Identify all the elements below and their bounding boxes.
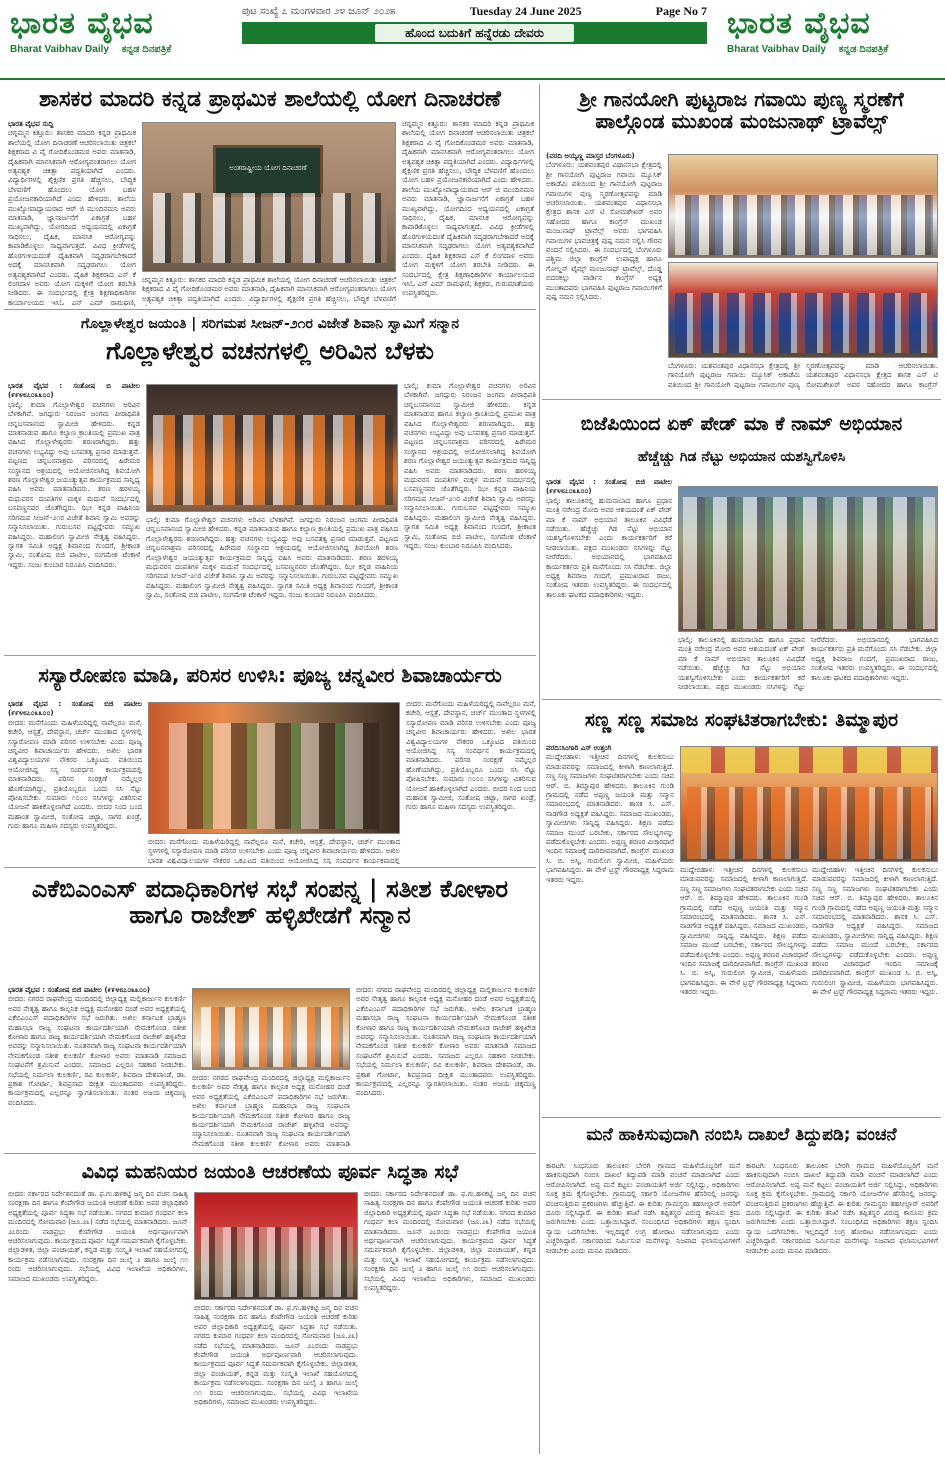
slogan: ಹೊಂದ ಬದುಕಿಗೆ ಹನ್ನೆರಡು ದೇವರು: [375, 24, 574, 42]
article-photo-bottom: [668, 262, 938, 358]
headline: ವಿವಿಧ ಮಹನಿಯರ ಜಯಂತಿ ಆಚರಣೆಯ ಪೂರ್ವ ಸಿದ್ಧತಾ ಸಭೆ: [81, 1161, 459, 1183]
headline: ಬಿಜೆಪಿಯಿಂದ ಏಕ್ ಪೇಡ್ ಮಾ ಕೆ ನಾಮ್ ಅಭಿಯಾನ: [580, 413, 903, 435]
article-photo: [194, 1192, 358, 1300]
article-body: ಬೀದರ: ಸರ್ಕಾರದ ನಿರ್ದೇಶನದಂತೆ ಡಾ. ಫ.ಗು.ಹಳಕಟ್ಟಿ ಜನ್ಮ ದಿನ ವಚನ ಸಾಹಿತ್ಯ ಸಂರಕ್ಷಣಾ ದಿನ ಹಾಗೂ ಕೆಂಪೇಗೌಡ ಜಯಂತಿ ಆಚರಣೆ ಕುರಿತು ಅಪರ ಜಿಲ್ಲಾಧಿಕಾರಿ ಅಧ್ಯಕ್ಷತೆಯಲ್ಲಿ ಪೂರ್ವ ಸಿದ್ಧತಾ ಸಭೆ ನಡೆಯಿತು. ನಗರದ ಕುಮಾರ ಗಂಧರ್ವ ಕಲಾ ಮಂದಿರದಲ್ಲಿ ಸೋಮವಾರ (ಜೂ.೨೩) ನಡೆದ ಸಭೆಯಲ್ಲಿ ಮಾತನಾಡಿದರು. ಜೂನ್ ೨೭ರಂದು ನಾಡಪ್ರಭು ಕೆಂಪೇಗೌಡ ಜಯಂತಿ ಅರ್ಥಪೂರ್ಣವಾಗಿ ಆಚರಿಸಲಾಗುವುದು. ಕಾರ್ಯಕ್ರಮದ ಪೂರ್ವ ಸಿದ್ಧತೆ ಸಮರ್ಪಕವಾಗಿ ಕೈಗೊಳ್ಳಬೇಕು. ಜಿಲ್ಲಾಡಳಿತ, ಜಿಲ್ಲಾ ಪಂಚಾಯತ್, ಕನ್ನಡ ಮತ್ತು ಸಂಸ್ಕೃತಿ ಇಲಾಖೆ ಸಹಯೋಗದಲ್ಲಿ ಕಾರ್ಯಕ್ರಮ ನಡೆಸಲಾಗುವುದು. ಸಂರಕ್ಷಣಾ ದಿನ ಜುಲೈ ೨ ಹಾಗೂ ಜುಲೈ ೧೧ ರಂದು ಆಚರಿಸಲಾಗುವುದು. ಸಭೆಯಲ್ಲಿ ವಿವಿಧ ಇಲಾಖೆಯ ಅಧಿಕಾರಿಗಳು, ಸಮಾಜದ ಮುಖಂಡರು ಉಪಸ್ಥಿತರಿದ್ದರು.: [8, 1190, 188, 1283]
article-body-cont: ಬೀದರ: ನಗರದ ರಾಘವೇಂದ್ರ ಮಂದಿರದಲ್ಲಿ ಜಿಲ್ಲಾಧ್ಯಕ್ಷ ಮಲ್ಲಿಕಾರ್ಜುನ ಕುಲಕರ್ಣಿ ಅವರ ನೇತೃತ್ವ ಹಾಗೂ ಕಾಲ್ಪನಿಕ ಅಧ್ಯಕ್ಷ ಮನೋಹರ ದಂಡೆ ಅವರ ಅಧ್ಯಕ್ಷತೆಯಲ್ಲಿ ಎಕೆಬಿಎಂಎಸ್ ಪದಾಧಿಕಾರಿಗಳ ಸಭೆ ಜರುಗಿತು. ಅಖಿಲ ಕರ್ನಾಟಕ ಬ್ರಾಹ್ಮಣ ಮಹಾಸಭಾ ರಾಜ್ಯ ಸಂಘಟನಾ ಕಾರ್ಯದರ್ಶಿಯಾಗಿ ನೇಮಕಗೊಂಡ ಸತೀಶ ಕೋಳಾರ ಹಾಗೂ ರಾಜ್ಯ ಕಾರ್ಯದರ್ಶಿಯಾಗಿ ನೇಮಕಗೊಂಡ ರಾಜೇಶ್ ಹಳ್ಳಿಖೇಡ ಅವರನ್ನು ಸನ್ಮಾನಿಸಲಾಯಿತು. ನೂತನವಾಗಿ ರಾಜ್ಯ ಸಂಘಟನಾ ಕಾರ್ಯದರ್ಶಿಯಾಗಿ ನೇಮಕಗೊಂಡ ಸತೀಶ ಕುಲಕರ್ಣಿ ಕೋಳಾರ ಅವರು ಮಾತನಾಡಿ ಸಮಾಜದ ಸಂಘಟನೆಗೆ ಶ್ರಮಿಸುವೆ ಎಂದರು. ಸಮಾಜದ ಎಲ್ಲರೂ ಸಹಕಾರ ನೀಡಬೇಕು. ಸಭೆಯಲ್ಲಿ ನಿರ್ಮಲಾ ಕುಲಕರ್ಣಿ, ರವಿ ಕುಲಕರ್ಣಿ, ಶಿವರಾಜ ದೇಶಪಾಂಡೆ, ಡಾ. ಪ್ರಕಾಶ ಗೋರ್ಟಾ, ಶಿವಪ್ರಸಾದ ದೀಕ್ಷಿತ ಮುಂತಾದವರು ಉಪಸ್ಥಿತರಿದ್ದರು. ಕಾರ್ಯಕ್ರಮದಲ್ಲಿ ಎಲ್ಲರನ್ನೂ ಸ್ವಾಗತಿಸಲಾಯಿತು. ನಂತರ ಅಜಯ ಚಿಕ್ಕಮಣ್ಣ ವಂದಿಸಿದರು.: [356, 986, 536, 1098]
headline: ಮನೆ ಹಾಕಿಸುವುದಾಗಿ ನಂಬಿಸಿ ದಾಖಲೆ ತಿದ್ದುಪಡಿ; ವಂಚನೆ: [586, 1125, 897, 1145]
people-figures: [675, 293, 933, 353]
column-divider: [539, 84, 540, 1454]
article-photo: [142, 122, 396, 272]
article-body-cont: ಚನ್ನಮ್ಮನ ಕಿತ್ತೂರು: ಶಾಸಕರ ಮಾದರಿ ಕನ್ನಡ ಪ್ರಾಥಮಿಕ ಶಾಲೆಯಲ್ಲಿ ಯೋಗ ದಿನಾಚರಣೆ ಆಚರಿಸಲಾಯಿತು ಚಿತ್ರಕಲೆ ಶಿಕ್ಷಕರಾದ ವಿ ವೈ ಗೋದಿಕೊಂಡಮಠ ಅವರು ಮಾತನಾಡಿ, ದೈಹಿಕವಾಗಿ ಮಾನಸಿಕವಾಗಿ ಆರೋಗ್ಯವಂತರಾಗಲು ಯೋಗ ಅತ್ಯವಶ್ಯಕ ಚಿಕಿತ್ಸಾ ಪದ್ಧತಿಯಾಗಿದೆ ಎಂದರು. ವಿದ್ಯಾರ್ಥಿಗಳಲ್ಲಿ ಶೈಕ್ಷಣಿಕ ಪ್ರಗತಿ ಹೆಚ್ಚಿಸಲು, ಬೌದ್ಧಿಕ ಬೆಳವಣಿಗೆ: [142, 276, 396, 303]
article-body-cont: ಬೀದರ: ನಗರದ ರಾಘವೇಂದ್ರ ಮಂದಿರದಲ್ಲಿ ಜಿಲ್ಲಾಧ್ಯಕ್ಷ ಮಲ್ಲಿಕಾರ್ಜುನ ಕುಲಕರ್ಣಿ ಅವರ ನೇತೃತ್ವ ಹಾಗೂ ಕಾಲ್ಪನಿಕ ಅಧ್ಯಕ್ಷ ಮನೋಹರ ದಂಡೆ ಅವರ ಅಧ್ಯಕ್ಷತೆಯಲ್ಲಿ ಎಕೆಬಿಎಂಎಸ್ ಪದಾಧಿಕಾರಿಗಳ ಸಭೆ ಜರುಗಿತು. ಅಖಿಲ ಕರ್ನಾಟಕ ಬ್ರಾಹ್ಮಣ ಮಹಾಸಭಾ ರಾಜ್ಯ ಸಂಘಟನಾ ಕಾರ್ಯದರ್ಶಿಯಾಗಿ ನೇಮಕಗೊಂಡ ಸತೀಶ ಕೋಳಾರ ಹಾಗೂ ರಾಜ್ಯ ಕಾರ್ಯದರ್ಶಿಯಾಗಿ ನೇಮಕಗೊಂಡ ರಾಜೇಶ್ ಹಳ್ಳಿಖೇಡ ಅವರನ್ನು ಸನ್ಮಾನಿಸಲಾಯಿತು. ನೂತನವಾಗಿ ರಾಜ್ಯ ಸಂಘಟನಾ ಕಾರ್ಯದರ್ಶಿಯಾಗಿ ನೇಮಕಗೊಂಡ ಸತೀಶ ಕುಲಕರ್ಣಿ ಕೋಳಾರ ಅವರು ಮಾತನಾಡಿ: [192, 1074, 350, 1148]
article-body-cont: ಬೆಂಗಳೂರು: ಯಶವಂತಪುರ ವಿಧಾನಸಭಾ ಕ್ಷೇತ್ರದಲ್ಲಿ ಶ್ರೀ ಗಾನಯೋಗಿ ಪುಟ್ಟರಾಜ ಗವಾಯಿ ಮ್ಯೂಸಿಕ್ ಅಕಾಡೆಮಿ ವತಿಯಿಂದ ಶ್ರೀ ಗಾನಯೋಗಿ ಪುಟ್ಟರಾಜ ಗವಾಯಿಗಳ ಪುಣ್ಯ ಸ್ಮರಣೋತ್ಸವವನ್ನು ಮಾಡಿ ಆಚರಿಸಲಾಯಿತು. ಯಶವಂತಪುರ ವಿಧಾನಸಭಾ ಕ್ಷೇತ್ರದ ಶಾಸಕ ಎಸ್ ಟಿ ಸೋಮಶೇಖರ್ ಅವರ ಸಹೋದರ ಹಾಗೂ ಕಾಂಗ್ರೆಸ್: [668, 362, 938, 389]
headline: ಎಕೆಬಿಎಂಎಸ್ ಪದಾಧಿಕಾರಿಗಳ ಸಭೆ ಸಂಪನ್ನ | ಸತೀಶ ಕೋಳಾರ ಹಾಗೂ ರಾಜೇಶ್ ಹಳ್ಳಿಖೇಡಗೆ ಸನ್ಮಾನ: [31, 875, 509, 930]
logo-text: ಭಾರತ ವೈಭವ: [10, 6, 154, 41]
logo-right: [727, 4, 937, 70]
article-body-cont: ಬೀದರ: ಸರ್ಕಾರದ ನಿರ್ದೇಶನದಂತೆ ಡಾ. ಫ.ಗು.ಹಳಕಟ್ಟಿ ಜನ್ಮ ದಿನ ವಚನ ಸಾಹಿತ್ಯ ಸಂರಕ್ಷಣಾ ದಿನ ಹಾಗೂ ಕೆಂಪೇಗೌಡ ಜಯಂತಿ ಆಚರಣೆ ಕುರಿತು ಅಪರ ಜಿಲ್ಲಾಧಿಕಾರಿ ಅಧ್ಯಕ್ಷತೆಯಲ್ಲಿ ಪೂರ್ವ ಸಿದ್ಧತಾ ಸಭೆ ನಡೆಯಿತು. ನಗರದ ಕುಮಾರ ಗಂಧರ್ವ ಕಲಾ ಮಂದಿರದಲ್ಲಿ ಸೋಮವಾರ (ಜೂ.೨೩) ನಡೆದ ಸಭೆಯಲ್ಲಿ ಮಾತನಾಡಿದರು. ಜೂನ್ ೨೭ರಂದು ನಾಡಪ್ರಭು ಕೆಂಪೇಗೌಡ ಜಯಂತಿ ಅರ್ಥಪೂರ್ಣವಾಗಿ ಆಚರಿಸಲಾಗುವುದು. ಕಾರ್ಯಕ್ರಮದ ಪೂರ್ವ ಸಿದ್ಧತೆ ಸಮರ್ಪಕವಾಗಿ ಕೈಗೊಳ್ಳಬೇಕು. ಜಿಲ್ಲಾಡಳಿತ, ಜಿಲ್ಲಾ ಪಂಚಾಯತ್, ಕನ್ನಡ ಮತ್ತು ಸಂಸ್ಕೃತಿ ಇಲಾಖೆ ಸಹಯೋಗದಲ್ಲಿ ಕಾರ್ಯಕ್ರಮ ನಡೆಸಲಾಗುವುದು. ಸಂರಕ್ಷಣಾ ದಿನ ಜುಲೈ ೨ ಹಾಗೂ ಜುಲೈ ೧೧ ರಂದು ಆಚರಿಸಲಾಗುವುದು. ಸಭೆಯಲ್ಲಿ ವಿವಿಧ ಇಲಾಖೆಯ ಅಧಿಕಾರಿಗಳು, ಸಮಾಜದ ಮುಖಂಡರು ಉಪಸ್ಥಿತರಿದ್ದರು.: [194, 1304, 358, 1407]
people-figures: [683, 497, 935, 629]
article-photo: [146, 384, 398, 512]
people-figures: [201, 1227, 353, 1297]
logo-subtitle: Bharat Vaibhav Daily ಕನ್ನಡ ದಿನಪತ್ರಿಕೆ: [10, 44, 172, 55]
article-body: ಭಾರತ ವೈಭವ : ಸಂತೋಷ ಬಿಜಿ ಪಾಟೀಲ (೯೯೪೮೭೦೩೩೦೦) ಬೀದರ: ನಗರದ ರಾಘವೇಂದ್ರ ಮಂದಿರದಲ್ಲಿ ಜಿಲ್ಲಾಧ್ಯಕ್ಷ ಮಲ್ಲಿಕಾರ್ಜುನ ಕುಲಕರ್ಣಿ ಅವರ ನೇತೃತ್ವ ಹಾಗೂ ಕಾಲ್ಪನಿಕ ಅಧ್ಯಕ್ಷ ಮನೋಹರ ದಂಡೆ ಅವರ ಅಧ್ಯಕ್ಷತೆಯಲ್ಲಿ ಎಕೆಬಿಎಂಎಸ್ ಪದಾಧಿಕಾರಿಗಳ ಸಭೆ ಜರುಗಿತು. ಅಖಿಲ ಕರ್ನಾಟಕ ಬ್ರಾಹ್ಮಣ ಮಹಾಸಭಾ ರಾಜ್ಯ ಸಂಘಟನಾ ಕಾರ್ಯದರ್ಶಿಯಾಗಿ ನೇಮಕಗೊಂಡ ಸತೀಶ ಕೋಳಾರ ಹಾಗೂ ರಾಜ್ಯ ಕಾರ್ಯದರ್ಶಿಯಾಗಿ ನೇಮಕಗೊಂಡ ರಾಜೇಶ್ ಹಳ್ಳಿಖೇಡ ಅವರನ್ನು ಸನ್ಮಾನಿಸಲಾಯಿತು. ನೂತನವಾಗಿ ರಾಜ್ಯ ಸಂಘಟನಾ ಕಾರ್ಯದರ್ಶಿಯಾಗಿ ನೇಮಕಗೊಂಡ ಸತೀಶ ಕುಲಕರ್ಣಿ ಕೋಳಾರ ಅವರು ಮಾತನಾಡಿ ಸಮಾಜದ ಸಂಘಟನೆಗೆ ಶ್ರಮಿಸುವೆ ಎಂದರು. ಸಮಾಜದ ಎಲ್ಲರೂ ಸಹಕಾರ ನೀಡಬೇಕು. ಸಭೆಯಲ್ಲಿ ನಿರ್ಮಲಾ ಕುಲಕರ್ಣಿ, ರವಿ ಕುಲಕರ್ಣಿ, ಶಿವರಾಜ ದೇಶಪಾಂಡೆ, ಡಾ. ಪ್ರಕಾಶ ಗೋರ್ಟಾ, ಶಿವಪ್ರಸಾದ ದೀಕ್ಷಿತ ಮುಂತಾದವರು ಉಪಸ್ಥಿತರಿದ್ದರು. ಕಾರ್ಯಕ್ರಮದಲ್ಲಿ ಎಲ್ಲರನ್ನೂ ಸ್ವಾಗತಿಸಲಾಯಿತು. ನಂತರ ಅಜಯ ಚಿಕ್ಕಮಣ್ಣ ವಂದಿಸಿದರು.: [8, 986, 186, 1107]
article-body-cont: ಭಾಲ್ಕಿ: ಕುಮಾ ಗೊಲ್ಲಾಳೇಶ್ವರ ವಚನಗಳು ಅರಿವಿನ ಬೆಳಕಾಗಿವೆ. ಜಗದ್ಗುರು ನಿರಂಜನ ಜಂಗಮ ಪೀಠಾಧಿಪತಿ ಚನ್ನಬಸವಾನಂದ ಸ್ವಾಮೀಜಿ ಹೇಳಿದರು. ಕನ್ನಡ ಮಾತನಾಡುವ ಹಾಗೂ ಕಲ್ಯಾಣ ಕ್ರಾಂತಿಯಲ್ಲಿ ಪ್ರಮುಖ ಪಾತ್ರ ವಹಿಸಿದ ಗೊಲ್ಲಾಳೇಶ್ವರರು ಶರಣರಾಗಿದ್ದರು. ಹತ್ತು ವಚನಗಳು ಲಭ್ಯವಿದ್ದು ಅವು ಬಸವತತ್ವ ಪ್ರಸಾರ ಮಾಡುತ್ತವೆ. ಪಟ್ಟಣದ ಚನ್ನಬಸವಾಶ್ರಮ ಪರಿಸರದಲ್ಲಿ ಹಿರೇಮಠ ಸಂಸ್ಥಾನದ ಆಶ್ರಯದಲ್ಲಿ ಆಯೋಜಿಸಲಾಗಿದ್ದ ಶಿವಯೋಗಿ ಶರಣ ಗೊಲ್ಲಾಳೇಶ್ವರ ಜಯಂತ್ಯುತ್ಸವ ಕಾರ್ಯಕ್ರಮದ ಸಾನ್ನಿಧ್ಯ ವಹಿಸಿ ಅವರು ಮಾತನಾಡಿದರು. ಶರಣ ಹರಳಯ್ಯ ಮಧುವರಸ ದಂಪತಿಗಳ ಮಕ್ಕಳ ಮದುವೆ ಸಂದರ್ಭದಲ್ಲಿ ಬಸವಣ್ಣನವರ ಜೊತೆಗಿದ್ದರು. ಝೀ ಕನ್ನಡ ವಾಹಿನಿಯ ಸರಿಗಮಪ ಸೀಜನ್-೨೧ರ ವಿಜೇತೆ ಶಿವಾನಿ ಸ್ವಾಮಿ ಅವರನ್ನು ಸನ್ಮಾನಿಸಲಾಯಿತು. ಗುರುಬಸವ ಪಟ್ಟದ್ದೇವರು ಸಮ್ಮುಖ ವಹಿಸಿದ್ದರು. ಮಹಾಲಿಂಗ ಸ್ವಾಮೀಜಿ ನೇತೃತ್ವ ವಹಿಸಿದ್ದರು. ಸ್ವಾಗತ ಸಮಿತಿ ಅಧ್ಯಕ್ಷ ಶಿವಾನಂದ ಗುಂದಗೆ, ಶ್ರೀಕಾಂತ ಸ್ವಾಮಿ, ಸಂತೋಷ ಬಿಜಿ ಪಾಟೀಲ, ಸಂಗಮೇಶ ಟೆಂಕಾಳೆ ಇದ್ದರು. ಸಂಜು ಕುಂಬಾರ ನಿರೂಪಿಸಿ ವಂದಿಸಿದರು.: [146, 516, 398, 600]
subheadline: ಹೆಚ್ಚೆಚ್ಚು ಗಿಡ ನೆಟ್ಟು ಅಭಿಯಾನ ಯಶಸ್ವಿಗೊಳಿಸಿ: [637, 448, 846, 465]
article-photo: [148, 702, 400, 834]
article-body-cont: ಮುದ್ದೇಬಿಹಾಳ: ಇತ್ತೀಚಿನ ದಿನಗಳಲ್ಲಿ ಕುಲಕಸುಬು ಮಾಡುವವರನ್ನು ಸಮಾಜದಲ್ಲಿ ಕೀಳಾಗಿ ಕಾಣಲಾಗುತ್ತಿದೆ. ಸಣ್ಣ ಸಣ್ಣ ಸಮಾಜಗಳು ಸಂಘಟಿತರಾಗಬೇಕು ಎಂದು ಸಚಿವ ಆರ್. ಬಿ. ತಿಮ್ಮಾಪುರ ಹೇಳಿದರು. ತಾಲೂಕಿನ ಗುಂಡಿ ಗ್ರಾಮದಲ್ಲಿ ನಡೆದ ಅಪ್ಪಣ್ಣ ಜಯಂತಿ ಮತ್ತು ಸನ್ಮಾನ ಸಮಾರಂಭದಲ್ಲಿ ಮಾತನಾಡಿದರು. ಶಾಸಕ ಸಿ. ಎಸ್. ನಾಡಗೌಡ ಅಧ್ಯಕ್ಷತೆ ವಹಿಸಿದ್ದರು. ಸಮಾಜದ ಮುಖಂಡರು, ಸ್ವಾಮೀಜಿಗಳು ಸಾನ್ನಿಧ್ಯ ವಹಿಸಿದ್ದರು. ಶಿಕ್ಷಣ ಪಡೆದು ಸಮಾಜ ಮುಂದೆ ಬರಬೇಕು, ಸರ್ಕಾರದ ಸೌಲಭ್ಯಗಳನ್ನು ಪಡೆದುಕೊಳ್ಳಬೇಕು ಎಂದರು. ಅಪ್ಪಣ್ಣ ಶರಣರ ವಿಚಾರಧಾರೆ ಇಂದಿನ ಸಮಾಜಕ್ಕೆ ದಾರಿದೀಪವಾಗಿದೆ. ಕಾಂಗ್ರೆಸ್ ಮುಖಂಡ ಸಿ. ಬಿ. ಅಸ್ಕಿ, ಗುರುಲಿಂಗ ಸ್ವಾಮೀಜಿ, ಮಹಿಳೆಯರು ಭಾಗವಹಿಸಿದ್ದರು. ಈ ವೇಳೆ ಟ್ರಸ್ಟ್ ಗೌರವಾಧ್ಯಕ್ಷ ಸಿದ್ದರಾಮ ಇತರರು ಇದ್ದರು.: [812, 866, 938, 997]
slogan-bar: [242, 22, 707, 44]
article-photo: [192, 988, 350, 1070]
article-body-cont: ಚನ್ನಮ್ಮನ ಕಿತ್ತೂರು: ಶಾಸಕರ ಮಾದರಿ ಕನ್ನಡ ಪ್ರಾಥಮಿಕ ಶಾಲೆಯಲ್ಲಿ ಯೋಗ ದಿನಾಚರಣೆ ಆಚರಿಸಲಾಯಿತು ಚಿತ್ರಕಲೆ ಶಿಕ್ಷಕರಾದ ವಿ ವೈ ಗೋದಿಕೊಂಡಮಠ ಅವರು ಮಾತನಾಡಿ, ದೈಹಿಕವಾಗಿ ಮಾನಸಿಕವಾಗಿ ಆರೋಗ್ಯವಂತರಾಗಲು ಯೋಗ ಅತ್ಯವಶ್ಯಕ ಚಿಕಿತ್ಸಾ ಪದ್ಧತಿಯಾಗಿದೆ ಎಂದರು. ವಿದ್ಯಾರ್ಥಿಗಳಲ್ಲಿ ಶೈಕ್ಷಣಿಕ ಪ್ರಗತಿ ಹೆಚ್ಚಿಸಲು, ಬೌದ್ಧಿಕ ಬೆಳವಣಿಗೆ ಹೊಂದಲು ಯೋಗ ಬಹಳ ಪ್ರಯೋಜನಕಾರಿಯಾಗಿದೆ ಎಂದು ಹೇಳಿದರು. ಶಾಲೆಯ ಮುಖ್ಯೋಪಾಧ್ಯಾಯರಾದ ಆರ್ ಜಿ ಮುಂದಿನಮನಿ ಅವರು ಮಾತನಾಡಿ, ಜ್ಞಾನಾರ್ಜನೆಗೆ ಏಕಾಗ್ರತೆ ಬಹಳ ಮುಖ್ಯವಾಗಿದ್ದು, ಯೋಗದಿಂದ ಅಧ್ಯಯನದಲ್ಲಿ ಏಕಾಗ್ರತೆ ಸಾಧಿಸಲು, ದೈಹಿಕ, ಮಾನಸಿಕ ಆರೋಗ್ಯವನ್ನು ಕಾಪಾಡಿಕೊಳ್ಳಲು ಸಾಧ್ಯವಾಗುತ್ತದೆ. ವಿವಿಧ ಕ್ರೀಡೆಗಳಲ್ಲಿ ಹೊರಗುಳಿಯದಂತೆ ದೈಹಿಕವಾಗಿ ಸದೃಢರಾಗಬೇಕಾದರೆ ಅದಕ್ಕೆ ಮಾನಸಿಕವಾಗಿ ಸದೃಢರಾಗಲು ಯೋಗ ಅತ್ಯವಶ್ಯಕವಾಗಿದೆ ಎಂದರು. ದೈಹಿಕ ಶಿಕ್ಷಕರಾದ ಎಸ್ ಕೆ ಲಿಂಗದಾಳ ಅವರು ಯೋಗ ಮಕ್ಕಳಿಗೆ ಯೋಗ ತರಬೇತಿ ನೀಡಿದರು. ಈ ಸಂದರ್ಭದಲ್ಲಿ ಕ್ಷೇತ್ರ ಶಿಕ್ಷಣಾಧಿಕಾರಿಗಳ ಕಾರ್ಯಾಲಯದ ಇಸಿಓ ಎನ್ ಎಮ್ ರಾಮಘಣಿ, ಶಿಕ್ಷಕರು, ಗುರುಮಾತೆಯರು ಉಪಸ್ಥಿತರಿದ್ದರು.: [402, 120, 534, 298]
people-figures: [687, 787, 933, 859]
article-body: ವರದಿ:ಸಿಂಗಾರಿ ಎಸ್ ಉತ್ತಂಗಿ ಮುದ್ದೇಬಿಹಾಳ: ಇತ್ತೀಚಿನ ದಿನಗಳಲ್ಲಿ ಕುಲಕಸುಬು ಮಾಡುವವರನ್ನು ಸಮಾಜದಲ್ಲಿ ಕೀಳಾಗಿ ಕಾಣಲಾಗುತ್ತಿದೆ. ಸಣ್ಣ ಸಣ್ಣ ಸಮಾಜಗಳು ಸಂಘಟಿತರಾಗಬೇಕು ಎಂದು ಸಚಿವ ಆರ್. ಬಿ. ತಿಮ್ಮಾಪುರ ಹೇಳಿದರು. ತಾಲೂಕಿನ ಗುಂಡಿ ಗ್ರಾಮದಲ್ಲಿ ನಡೆದ ಅಪ್ಪಣ್ಣ ಜಯಂತಿ ಮತ್ತು ಸನ್ಮಾನ ಸಮಾರಂಭದಲ್ಲಿ ಮಾತನಾಡಿದರು. ಶಾಸಕ ಸಿ. ಎಸ್. ನಾಡಗೌಡ ಅಧ್ಯಕ್ಷತೆ ವಹಿಸಿದ್ದರು. ಸಮಾಜದ ಮುಖಂಡರು, ಸ್ವಾಮೀಜಿಗಳು ಸಾನ್ನಿಧ್ಯ ವಹಿಸಿದ್ದರು. ಶಿಕ್ಷಣ ಪಡೆದು ಸಮಾಜ ಮುಂದೆ ಬರಬೇಕು, ಸರ್ಕಾರದ ಸೌಲಭ್ಯಗಳನ್ನು ಪಡೆದುಕೊಳ್ಳಬೇಕು ಎಂದರು. ಅಪ್ಪಣ್ಣ ಶರಣರ ವಿಚಾರಧಾರೆ ಇಂದಿನ ಸಮಾಜಕ್ಕೆ ದಾರಿದೀಪವಾಗಿದೆ. ಕಾಂಗ್ರೆಸ್ ಮುಖಂಡ ಸಿ. ಬಿ. ಅಸ್ಕಿ, ಗುರುಲಿಂಗ ಸ್ವಾಮೀಜಿ, ಮಹಿಳೆಯರು ಭಾಗವಹಿಸಿದ್ದರು. ಈ ವೇಳೆ ಟ್ರಸ್ಟ್ ಗೌರವಾಧ್ಯಕ್ಷ ಸಿದ್ದರಾಮ ಇತರರು ಇದ್ದರು.: [546, 744, 674, 884]
masthead-center: [242, 2, 707, 44]
page-number: Page No 7: [655, 3, 707, 18]
logo-text: ಭಾರತ ವೈಭವ: [727, 6, 871, 41]
article-body-cont: ಬೀದರ: ಮನೆಗೊಂದು ಮಹಿಳೆಯರಿದ್ದಲ್ಲಿ ನಾವೆಲ್ಲರೂ ಮನೆ, ಕಚೇರಿ, ಆಸ್ಪತ್ರೆ, ದೇವಸ್ಥಾನ, ಚರ್ಚ್ ಮುಂತಾದ ಸ್ಥಳಗಳಲ್ಲಿ ಸಸ್ಯಾರೋಪಣ ಮಾಡಿ ಪರಿಸರ ಉಳಿಸಬೇಕು ಎಂದು ಪೂಜ್ಯ ಚನ್ನವೀರ ಶಿವಾಚಾರ್ಯರು ಹೇಳಿದರು. ಅಖಿಲ ಭಾರತ ವಿಶ್ವವಿದ್ಯಾಲಯಗಳ ನೌಕರರ ಒಕ್ಕೂಟದ ವತಿಯಿಂದ ಆಯೋಜಿಸಿದ್ದ ಸಸ್ಯ ಸಂವರ್ಧನ ಕಾರ್ಯಕ್ರಮದಲ್ಲಿ ಮಾತನಾಡಿದರು. ಪರಿಸರ ಸಂರಕ್ಷಣೆ ನಮ್ಮೆಲ್ಲರ ಹೊಣೆಯಾಗಿದ್ದು, ಪ್ರತಿಯೊಬ್ಬರೂ ಒಂದು ಸಸಿ ನೆಟ್ಟು ಪೋಷಿಸಬೇಕು. ಸುಮಾರು ೧೦೦೦ ಸಸಿಗಳನ್ನು ವಿತರಿಸುವ ಯೋಜನೆ ಹಾಕಿಕೊಳ್ಳಲಾಗಿದೆ ಎಂದರು. ಬೀದರ ನಿಂದ ಬಂದ ಮಹಾಂತ ಸ್ವಾಮೀಜಿ, ಸಂತೋಷ ಚಿಟ್ಟಾ, ಸಾಗರ ಖಂಡ್ರೆ, ಗುರು ಹಾಗೂ ಮಹಿಳಾ ಸದಸ್ಯರು ಉಪಸ್ಥಿತರಿದ್ದರು.: [406, 700, 536, 812]
article-body: ಕಾರಟಗಿ: ಸಿಂಧನೂರು ತಾಲೂಕಿನ ಬೇರಗಿ ಗ್ರಾಮದ ಮಹಿಳೆಯೊಬ್ಬರಿಗೆ ಮನೆ ಹಾಕಿಸುವುದಾಗಿ ನಂಬಿಸಿ ದಾಖಲೆ ತಿದ್ದುಪಡಿ ಮಾಡಿ ವಂಚನೆ ಮಾಡಲಾಗಿದೆ ಎಂದು ಆರೋಪಿಸಲಾಗಿದೆ. ಅಪ್ಪ ಮನೆ ಕಟ್ಟಲು ಪಂಚಾಯತಿಗೆ ಅರ್ಜಿ ಸಲ್ಲಿಸಿದ್ದು, ಅಧಿಕಾರಿಗಳು ಸೂಕ್ತ ಕ್ರಮ ಕೈಗೊಳ್ಳಬೇಕು. ಗ್ರಾಮದಲ್ಲಿ ಸರ್ಕಾರಿ ಯೋಜನೆಗಳ ಹೆಸರಿನಲ್ಲಿ ಜನರನ್ನು ವಂಚಿಸುತ್ತಿರುವ ಪ್ರಕರಣಗಳು ಹೆಚ್ಚುತ್ತಿವೆ. ಈ ಕುರಿತು ಗ್ರಾಮಸ್ಥರು ತಹಸೀಲ್ದಾರ್ ಅವರಿಗೆ ದೂರು ಸಲ್ಲಿಸಿದ್ದಾರೆ. ಈ ಕುರಿತು ತನಿಖೆ ನಡೆಸಿ ತಪ್ಪಿತಸ್ಥರ ವಿರುದ್ಧ ಕಾನೂನು ಕ್ರಮ ಜರುಗಿಸಬೇಕು ಎಂದು ಒತ್ತಾಯಿಸಿದ್ದಾರೆ. ಸಂಬಂಧಿಸಿದ ಅಧಿಕಾರಿಗಳು ತಕ್ಷಣ ಸ್ಪಂದಿಸಿ ನ್ಯಾಯ ಒದಗಿಸಬೇಕು. ಇಲ್ಲದಿದ್ದರೆ ಉಗ್ರ ಹೋರಾಟ ನಡೆಸಲಾಗುವುದು ಎಂದು ಎಚ್ಚರಿಸಿದ್ದಾರೆ. ಸರ್ಕಾರದಿಂದ ನಿರ್ಮಿಸುವ ಮನೆಗಳನ್ನು ನಿಜವಾದ ಫಲಾನುಭವಿಗಳಿಗೆ ನೀಡಬೇಕು ಎಂದು ಮನವಿ ಮಾಡಿದರು.: [546, 1162, 740, 1255]
article-photo: [678, 486, 938, 632]
banner-strip: [681, 747, 938, 773]
people-figures: [169, 723, 379, 829]
article-body-cont: ಬೀದರ: ಸರ್ಕಾರದ ನಿರ್ದೇಶನದಂತೆ ಡಾ. ಫ.ಗು.ಹಳಕಟ್ಟಿ ಜನ್ಮ ದಿನ ವಚನ ಸಾಹಿತ್ಯ ಸಂರಕ್ಷಣಾ ದಿನ ಹಾಗೂ ಕೆಂಪೇಗೌಡ ಜಯಂತಿ ಆಚರಣೆ ಕುರಿತು ಅಪರ ಜಿಲ್ಲಾಧಿಕಾರಿ ಅಧ್ಯಕ್ಷತೆಯಲ್ಲಿ ಪೂರ್ವ ಸಿದ್ಧತಾ ಸಭೆ ನಡೆಯಿತು. ನಗರದ ಕುಮಾರ ಗಂಧರ್ವ ಕಲಾ ಮಂದಿರದಲ್ಲಿ ಸೋಮವಾರ (ಜೂ.೨೩) ನಡೆದ ಸಭೆಯಲ್ಲಿ ಮಾತನಾಡಿದರು. ಜೂನ್ ೨೭ರಂದು ನಾಡಪ್ರಭು ಕೆಂಪೇಗೌಡ ಜಯಂತಿ ಅರ್ಥಪೂರ್ಣವಾಗಿ ಆಚರಿಸಲಾಗುವುದು. ಕಾರ್ಯಕ್ರಮದ ಪೂರ್ವ ಸಿದ್ಧತೆ ಸಮರ್ಪಕವಾಗಿ ಕೈಗೊಳ್ಳಬೇಕು. ಜಿಲ್ಲಾಡಳಿತ, ಜಿಲ್ಲಾ ಪಂಚಾಯತ್, ಕನ್ನಡ ಮತ್ತು ಸಂಸ್ಕೃತಿ ಇಲಾಖೆ ಸಹಯೋಗದಲ್ಲಿ ಕಾರ್ಯಕ್ರಮ ನಡೆಸಲಾಗುವುದು. ಸಂರಕ್ಷಣಾ ದಿನ ಜುಲೈ ೨ ಹಾಗೂ ಜುಲೈ ೧೧ ರಂದು ಆಚರಿಸಲಾಗುವುದು. ಸಭೆಯಲ್ಲಿ ವಿವಿಧ ಇಲಾಖೆಯ ಅಧಿಕಾರಿಗಳು, ಸಮಾಜದ ಮುಖಂಡರು ಉಪಸ್ಥಿತರಿದ್ದರು.: [364, 1190, 536, 1293]
people-figures: [153, 415, 393, 505]
masthead: [0, 0, 945, 80]
article-body: ಭಾರತ ವೈಭವ : ಸಂತೋಷ ಬಿಜಿ ಪಾಟೀಲ (೯೯೪೮೭೦೩೩೦೦) ಭಾಲ್ಕಿ: ತಾಲೂಕಿನಲ್ಲಿ ಹುಮನಾಬಾದ ಹಾಗೂ ಪ್ರಧಾನ ಮಂತ್ರಿ ನರೇಂದ್ರ ಮೋದಿ ಅವರ ಆಶಯದಂತೆ ಏಕ್ ಪೇಡ್ ಮಾ ಕೆ ನಾಮ್ ಅಭಿಯಾನ ತಾಲೂಕಿನ ವಿವಿಧೆಡೆ ನಡೆಯಿತು. ಹೆಚ್ಚೆಚ್ಚು ಗಿಡ ನೆಟ್ಟು ಅಭಿಯಾನ ಯಶಸ್ವಿಗೊಳಿಸಬೇಕು ಎಂದು ಕಾರ್ಯಕರ್ತರಿಗೆ ಕರೆ ನೀಡಲಾಯಿತು. ಪಕ್ಷದ ಮುಖಂಡರು ಸಸಿಗಳನ್ನು ನೆಟ್ಟು ನೀರೆರೆದರು. ಅಭಿಯಾನದಲ್ಲಿ ಭಾಗವಹಿಸಿದ ಕಾರ್ಯಕರ್ತರು ಪ್ರತಿ ಮನೆಗೊಂದು ಸಸಿ ನೆಡಬೇಕು. ಜಿಲ್ಲಾ ಅಧ್ಯಕ್ಷ ಶಿವರಾಜ ಗಂದಗೆ, ಪ್ರಮುಖರಾದ ರಾಜು, ಸಂತೋಷ ಇತರರು ಉಪಸ್ಥಿತರಿದ್ದರು. ಈ ಸಂದರ್ಭದಲ್ಲಿ ತಾಲೂಕು ಘಟಕದ ಪದಾಧಿಕಾರಿಗಳು ಇದ್ದರು.: [546, 478, 672, 599]
students-figures: [153, 193, 387, 263]
chalkboard: ಅಂತರಾಷ್ಟ್ರೀಯ ಯೋಗ ದಿನಾಚರಣೆ: [213, 145, 323, 197]
logo-subtitle: Bharat Vaibhav Daily ಕನ್ನಡ ದಿನಪತ್ರಿಕೆ: [727, 44, 889, 55]
headline: ಸಣ್ಣ ಸಣ್ಣ ಸಮಾಜ ಸಂಘಟಿತರಾಗಬೇಕು: ತಿಮ್ಮಾಪುರ: [584, 709, 899, 731]
logo-left: [10, 4, 220, 70]
article-body: (ವರದಿ ಅಯ್ಯಣ್ಣ ಮಾಸ್ತರ ಬೆಂಗಳೂರು) ಬೆಂಗಳೂರು: ಯಶವಂತಪುರ ವಿಧಾನಸಭಾ ಕ್ಷೇತ್ರದಲ್ಲಿ ಶ್ರೀ ಗಾನಯೋಗಿ ಪುಟ್ಟರಾಜ ಗವಾಯಿ ಮ್ಯೂಸಿಕ್ ಅಕಾಡೆಮಿ ವತಿಯಿಂದ ಶ್ರೀ ಗಾನಯೋಗಿ ಪುಟ್ಟರಾಜ ಗವಾಯಿಗಳ ಪುಣ್ಯ ಸ್ಮರಣೋತ್ಸವವನ್ನು ಮಾಡಿ ಆಚರಿಸಲಾಯಿತು. ಯಶವಂತಪುರ ವಿಧಾನಸಭಾ ಕ್ಷೇತ್ರದ ಶಾಸಕ ಎಸ್ ಟಿ ಸೋಮಶೇಖರ್ ಅವರ ಸಹೋದರ ಹಾಗೂ ಕಾಂಗ್ರೆಸ್ ಮುಖಂಡ ಮಂಜುನಾಥ್ ಟ್ರಾವೆಲ್ಸ್ ಅವರು ಭಾಗವಹಿಸಿ ಗವಾಯಿಗಳ ಭಾವಚಿತ್ರಕ್ಕೆ ಪುಷ್ಪ ನಮನ ಸಲ್ಲಿಸಿ ಗೌರವ ವಂದನೆ ಸಲ್ಲಿಸಿದರು. ಈ ಸಂದರ್ಭದಲ್ಲಿ ಬೆಂಗಳೂರು ಪಶ್ಚಿಮ ಜಿಲ್ಲಾ ಕಾಂಗ್ರೆಸ್ ಉಪಾಧ್ಯಕ್ಷ ಹಾಗೂ ಗೋಲ್ಡನ್ ಟೈಮ್ಸ್ ಮಂಜುನಾಥ್ ಟ್ರಾವೆಲ್ಸ್, ದೊಡ್ಡ ಬಿದರಕಲ್ಲು ವಾರ್ಡಿನ ಕಾಂಗ್ರೆಸ್ ಅಧ್ಯಕ್ಷ ಮುಂತಾದವರು ಭಾಗವಹಿಸಿ ಪುಟ್ಟರಾಜ ಗವಾಯಿಗಳಿಗೆ ಪುಷ್ಪ ನಮನ ಸಲ್ಲಿಸಿದರು.: [546, 152, 662, 302]
people-figures: [675, 195, 933, 255]
article-body-cont: ಬೀದರ: ಮನೆಗೊಂದು ಮಹಿಳೆಯರಿದ್ದಲ್ಲಿ ನಾವೆಲ್ಲರೂ ಮನೆ, ಕಚೇರಿ, ಆಸ್ಪತ್ರೆ, ದೇವಸ್ಥಾನ, ಚರ್ಚ್ ಮುಂತಾದ ಸ್ಥಳಗಳಲ್ಲಿ ಸಸ್ಯಾರೋಪಣ ಮಾಡಿ ಪರಿಸರ ಉಳಿಸಬೇಕು ಎಂದು ಪೂಜ್ಯ ಚನ್ನವೀರ ಶಿವಾಚಾರ್ಯರು ಹೇಳಿದರು. ಅಖಿಲ ಭಾರತ ವಿಶ್ವವಿದ್ಯಾಲಯಗಳ ನೌಕರರ ಒಕ್ಕೂಟದ ವತಿಯಿಂದ ಆಯೋಜಿಸಿದ್ದ ಸಸ್ಯ ಸಂವರ್ಧನ ಕಾರ್ಯಕ್ರಮದಲ್ಲಿ: [148, 838, 400, 864]
headline: ಶಾಸಕರ ಮಾದರಿ ಕನ್ನಡ ಪ್ರಾಥಮಿಕ ಶಾಲೆಯಲ್ಲಿ ಯೋಗ ದಿನಾಚರಣೆ: [39, 87, 501, 112]
issue-kannada: ಪುಟ ಸಂಖ್ಯೆ ೭ ಮಂಗಳವಾರ ೨೪ ಜೂನ್ ೨೦೨೫: [242, 5, 396, 17]
headline: ಶ್ರೀ ಗಾನಯೋಗಿ ಪುಟ್ಟರಾಜ ಗವಾಯಿ ಪುಣ್ಯ ಸ್ಮರಣೆಗೆ ಪಾಲ್ಗೊಂಡ ಮುಖಂಡ ಮಂಜುನಾಥ್ ಟ್ರಾವೆಲ್ಸ್: [579, 87, 904, 133]
headline: ಸಸ್ಯಾರೋಪಣ ಮಾಡಿ, ಪರಿಸರ ಉಳಿಸಿ: ಪೂಜ್ಯ ಚನ್ನವೀರ ಶಿವಾಚಾರ್ಯರು: [38, 663, 502, 687]
article-body-cont: ಕಾರಟಗಿ: ಸಿಂಧನೂರು ತಾಲೂಕಿನ ಬೇರಗಿ ಗ್ರಾಮದ ಮಹಿಳೆಯೊಬ್ಬರಿಗೆ ಮನೆ ಹಾಕಿಸುವುದಾಗಿ ನಂಬಿಸಿ ದಾಖಲೆ ತಿದ್ದುಪಡಿ ಮಾಡಿ ವಂಚನೆ ಮಾಡಲಾಗಿದೆ ಎಂದು ಆರೋಪಿಸಲಾಗಿದೆ. ಅಪ್ಪ ಮನೆ ಕಟ್ಟಲು ಪಂಚಾಯತಿಗೆ ಅರ್ಜಿ ಸಲ್ಲಿಸಿದ್ದು, ಅಧಿಕಾರಿಗಳು ಸೂಕ್ತ ಕ್ರಮ ಕೈಗೊಳ್ಳಬೇಕು. ಗ್ರಾಮದಲ್ಲಿ ಸರ್ಕಾರಿ ಯೋಜನೆಗಳ ಹೆಸರಿನಲ್ಲಿ ಜನರನ್ನು ವಂಚಿಸುತ್ತಿರುವ ಪ್ರಕರಣಗಳು ಹೆಚ್ಚುತ್ತಿವೆ. ಈ ಕುರಿತು ಗ್ರಾಮಸ್ಥರು ತಹಸೀಲ್ದಾರ್ ಅವರಿಗೆ ದೂರು ಸಲ್ಲಿಸಿದ್ದಾರೆ. ಈ ಕುರಿತು ತನಿಖೆ ನಡೆಸಿ ತಪ್ಪಿತಸ್ಥರ ವಿರುದ್ಧ ಕಾನೂನು ಕ್ರಮ ಜರುಗಿಸಬೇಕು ಎಂದು ಒತ್ತಾಯಿಸಿದ್ದಾರೆ. ಸಂಬಂಧಿಸಿದ ಅಧಿಕಾರಿಗಳು ತಕ್ಷಣ ಸ್ಪಂದಿಸಿ ನ್ಯಾಯ ಒದಗಿಸಬೇಕು. ಇಲ್ಲದಿದ್ದರೆ ಉಗ್ರ ಹೋರಾಟ ನಡೆಸಲಾಗುವುದು ಎಂದು ಎಚ್ಚರಿಸಿದ್ದಾರೆ. ಸರ್ಕಾರದಿಂದ ನಿರ್ಮಿಸುವ ಮನೆಗಳನ್ನು ನಿಜವಾದ ಫಲಾನುಭವಿಗಳಿಗೆ ನೀಡಬೇಕು ಎಂದು ಮನವಿ ಮಾಡಿದರು.: [746, 1162, 938, 1255]
article-body-cont: ಭಾಲ್ಕಿ: ತಾಲೂಕಿನಲ್ಲಿ ಹುಮನಾಬಾದ ಹಾಗೂ ಪ್ರಧಾನ ಮಂತ್ರಿ ನರೇಂದ್ರ ಮೋದಿ ಅವರ ಆಶಯದಂತೆ ಏಕ್ ಪೇಡ್ ಮಾ ಕೆ ನಾಮ್ ಅಭಿಯಾನ ತಾಲೂಕಿನ ವಿವಿಧೆಡೆ ನಡೆಯಿತು. ಹೆಚ್ಚೆಚ್ಚು ಗಿಡ ನೆಟ್ಟು ಅಭಿಯಾನ ಯಶಸ್ವಿಗೊಳಿಸಬೇಕು ಎಂದು ಕಾರ್ಯಕರ್ತರಿಗೆ ಕರೆ ನೀಡಲಾಯಿತು. ಪಕ್ಷದ ಮುಖಂಡರು ಸಸಿಗಳನ್ನು ನೆಟ್ಟು ನೀರೆರೆದರು. ಅಭಿಯಾನದಲ್ಲಿ ಭಾಗವಹಿಸಿದ ಕಾರ್ಯಕರ್ತರು ಪ್ರತಿ ಮನೆಗೊಂದು ಸಸಿ ನೆಡಬೇಕು. ಜಿಲ್ಲಾ ಅಧ್ಯಕ್ಷ ಶಿವರಾಜ ಗಂದಗೆ, ಪ್ರಮುಖರಾದ ರಾಜು, ಸಂತೋಷ ಇತರರು ಉಪಸ್ಥಿತರಿದ್ದರು. ಈ ಸಂದರ್ಭದಲ್ಲಿ ತಾಲೂಕು ಘಟಕದ ಪದಾಧಿಕಾರಿಗಳು ಇದ್ದರು.: [678, 636, 938, 692]
article-body: ಭಾರತ ವೈಭವ : ಸಂತೋಷ ಬಿ ಪಾಟೀಲ (೯೯೪೮೭೦೩೩೦೦) ಭಾಲ್ಕಿ: ಕುಮಾ ಗೊಲ್ಲಾಳೇಶ್ವರ ವಚನಗಳು ಅರಿವಿನ ಬೆಳಕಾಗಿವೆ. ಜಗದ್ಗುರು ನಿರಂಜನ ಜಂಗಮ ಪೀಠಾಧಿಪತಿ ಚನ್ನಬಸವಾನಂದ ಸ್ವಾಮೀಜಿ ಹೇಳಿದರು. ಕನ್ನಡ ಮಾತನಾಡುವ ಹಾಗೂ ಕಲ್ಯಾಣ ಕ್ರಾಂತಿಯಲ್ಲಿ ಪ್ರಮುಖ ಪಾತ್ರ ವಹಿಸಿದ ಗೊಲ್ಲಾಳೇಶ್ವರರು ಶರಣರಾಗಿದ್ದರು. ಹತ್ತು ವಚನಗಳು ಲಭ್ಯವಿದ್ದು ಅವು ಬಸವತತ್ವ ಪ್ರಸಾರ ಮಾಡುತ್ತವೆ. ಪಟ್ಟಣದ ಚನ್ನಬಸವಾಶ್ರಮ ಪರಿಸರದಲ್ಲಿ ಹಿರೇಮಠ ಸಂಸ್ಥಾನದ ಆಶ್ರಯದಲ್ಲಿ ಆಯೋಜಿಸಲಾಗಿದ್ದ ಶಿವಯೋಗಿ ಶರಣ ಗೊಲ್ಲಾಳೇಶ್ವರ ಜಯಂತ್ಯುತ್ಸವ ಕಾರ್ಯಕ್ರಮದ ಸಾನ್ನಿಧ್ಯ ವಹಿಸಿ ಅವರು ಮಾತನಾಡಿದರು. ಶರಣ ಹರಳಯ್ಯ ಮಧುವರಸ ದಂಪತಿಗಳ ಮಕ್ಕಳ ಮದುವೆ ಸಂದರ್ಭದಲ್ಲಿ ಬಸವಣ್ಣನವರ ಜೊತೆಗಿದ್ದರು. ಝೀ ಕನ್ನಡ ವಾಹಿನಿಯ ಸರಿಗಮಪ ಸೀಜನ್-೨೧ರ ವಿಜೇತೆ ಶಿವಾನಿ ಸ್ವಾಮಿ ಅವರನ್ನು ಸನ್ಮಾನಿಸಲಾಯಿತು. ಗುರುಬಸವ ಪಟ್ಟದ್ದೇವರು ಸಮ್ಮುಖ ವಹಿಸಿದ್ದರು. ಮಹಾಲಿಂಗ ಸ್ವಾಮೀಜಿ ನೇತೃತ್ವ ವಹಿಸಿದ್ದರು. ಸ್ವಾಗತ ಸಮಿತಿ ಅಧ್ಯಕ್ಷ ಶಿವಾನಂದ ಗುಂದಗೆ, ಶ್ರೀಕಾಂತ ಸ್ವಾಮಿ, ಸಂತೋಷ ಬಿಜಿ ಪಾಟೀಲ, ಸಂಗಮೇಶ ಟೆಂಕಾಳೆ ಇದ್ದರು. ಸಂಜು ಕುಂಬಾರ ನಿರೂಪಿಸಿ ವಂದಿಸಿದರು.: [8, 382, 140, 569]
issue-line: [242, 2, 707, 20]
article-photo-top: [668, 154, 938, 258]
article-body-cont: ಭಾಲ್ಕಿ: ಕುಮಾ ಗೊಲ್ಲಾಳೇಶ್ವರ ವಚನಗಳು ಅರಿವಿನ ಬೆಳಕಾಗಿವೆ. ಜಗದ್ಗುರು ನಿರಂಜನ ಜಂಗಮ ಪೀಠಾಧಿಪತಿ ಚನ್ನಬಸವಾನಂದ ಸ್ವಾಮೀಜಿ ಹೇಳಿದರು. ಕನ್ನಡ ಮಾತನಾಡುವ ಹಾಗೂ ಕಲ್ಯಾಣ ಕ್ರಾಂತಿಯಲ್ಲಿ ಪ್ರಮುಖ ಪಾತ್ರ ವಹಿಸಿದ ಗೊಲ್ಲಾಳೇಶ್ವರರು ಶರಣರಾಗಿದ್ದರು. ಹತ್ತು ವಚನಗಳು ಲಭ್ಯವಿದ್ದು ಅವು ಬಸವತತ್ವ ಪ್ರಸಾರ ಮಾಡುತ್ತವೆ. ಪಟ್ಟಣದ ಚನ್ನಬಸವಾಶ್ರಮ ಪರಿಸರದಲ್ಲಿ ಹಿರೇಮಠ ಸಂಸ್ಥಾನದ ಆಶ್ರಯದಲ್ಲಿ ಆಯೋಜಿಸಲಾಗಿದ್ದ ಶಿವಯೋಗಿ ಶರಣ ಗೊಲ್ಲಾಳೇಶ್ವರ ಜಯಂತ್ಯುತ್ಸವ ಕಾರ್ಯಕ್ರಮದ ಸಾನ್ನಿಧ್ಯ ವಹಿಸಿ ಅವರು ಮಾತನಾಡಿದರು. ಶರಣ ಹರಳಯ್ಯ ಮಧುವರಸ ದಂಪತಿಗಳ ಮಕ್ಕಳ ಮದುವೆ ಸಂದರ್ಭದಲ್ಲಿ ಬಸವಣ್ಣನವರ ಜೊತೆಗಿದ್ದರು. ಝೀ ಕನ್ನಡ ವಾಹಿನಿಯ ಸರಿಗಮಪ ಸೀಜನ್-೨೧ರ ವಿಜೇತೆ ಶಿವಾನಿ ಸ್ವಾಮಿ ಅವರನ್ನು ಸನ್ಮಾನಿಸಲಾಯಿತು. ಗುರುಬಸವ ಪಟ್ಟದ್ದೇವರು ಸಮ್ಮುಖ ವಹಿಸಿದ್ದರು. ಮಹಾಲಿಂಗ ಸ್ವಾಮೀಜಿ ನೇತೃತ್ವ ವಹಿಸಿದ್ದರು. ಸ್ವಾಗತ ಸಮಿತಿ ಅಧ್ಯಕ್ಷ ಶಿವಾನಂದ ಗುಂದಗೆ, ಶ್ರೀಕಾಂತ ಸ್ವಾಮಿ, ಸಂತೋಷ ಬಿಜಿ ಪಾಟೀಲ, ಸಂಗಮೇಶ ಟೆಂಕಾಳೆ ಇದ್ದರು. ಸಂಜು ಕುಂಬಾರ ನಿರೂಪಿಸಿ ವಂದಿಸಿದರು.: [404, 382, 536, 550]
people-figures: [201, 1007, 343, 1067]
article-body: ಭಾರತ ವೈಭವ ಸುದ್ದಿ ಚನ್ನಮ್ಮನ ಕಿತ್ತೂರು: ಶಾಸಕರ ಮಾದರಿ ಕನ್ನಡ ಪ್ರಾಥಮಿಕ ಶಾಲೆಯಲ್ಲಿ ಯೋಗ ದಿನಾಚರಣೆ ಆಚರಿಸಲಾಯಿತು ಚಿತ್ರಕಲೆ ಶಿಕ್ಷಕರಾದ ವಿ ವೈ ಗೋದಿಕೊಂಡಮಠ ಅವರು ಮಾತನಾಡಿ, ದೈಹಿಕವಾಗಿ ಮಾನಸಿಕವಾಗಿ ಆರೋಗ್ಯವಂತರಾಗಲು ಯೋಗ ಅತ್ಯವಶ್ಯಕ ಚಿಕಿತ್ಸಾ ಪದ್ಧತಿಯಾಗಿದೆ ಎಂದರು. ವಿದ್ಯಾರ್ಥಿಗಳಲ್ಲಿ ಶೈಕ್ಷಣಿಕ ಪ್ರಗತಿ ಹೆಚ್ಚಿಸಲು, ಬೌದ್ಧಿಕ ಬೆಳವಣಿಗೆ ಹೊಂದಲು ಯೋಗ ಬಹಳ ಪ್ರಯೋಜನಕಾರಿಯಾಗಿದೆ ಎಂದು ಹೇಳಿದರು. ಶಾಲೆಯ ಮುಖ್ಯೋಪಾಧ್ಯಾಯರಾದ ಆರ್ ಜಿ ಮುಂದಿನಮನಿ ಅವರು ಮಾತನಾಡಿ, ಜ್ಞಾನಾರ್ಜನೆಗೆ ಏಕಾಗ್ರತೆ ಬಹಳ ಮುಖ್ಯವಾಗಿದ್ದು, ಯೋಗದಿಂದ ಅಧ್ಯಯನದಲ್ಲಿ ಏಕಾಗ್ರತೆ ಸಾಧಿಸಲು, ದೈಹಿಕ, ಮಾನಸಿಕ ಆರೋಗ್ಯವನ್ನು ಕಾಪಾಡಿಕೊಳ್ಳಲು ಸಾಧ್ಯವಾಗುತ್ತದೆ. ವಿವಿಧ ಕ್ರೀಡೆಗಳಲ್ಲಿ ಹೊರಗುಳಿಯದಂತೆ ದೈಹಿಕವಾಗಿ ಸದೃಢರಾಗಬೇಕಾದರೆ ಅದಕ್ಕೆ ಮಾನಸಿಕವಾಗಿ ಸದೃಢರಾಗಲು ಯೋಗ ಅತ್ಯವಶ್ಯಕವಾಗಿದೆ ಎಂದರು. ದೈಹಿಕ ಶಿಕ್ಷಕರಾದ ಎಸ್ ಕೆ ಲಿಂಗದಾಳ ಅವರು ಯೋಗ ಮಕ್ಕಳಿಗೆ ಯೋಗ ತರಬೇತಿ ನೀಡಿದರು. ಈ ಸಂದರ್ಭದಲ್ಲಿ ಕ್ಷೇತ್ರ ಶಿಕ್ಷಣಾಧಿಕಾರಿಗಳ ಕಾರ್ಯಾಲಯದ ಇಸಿಓ ಎನ್ ಎಮ್ ರಾಮಘಣಿ,: [8, 120, 136, 306]
headline: ಗೊಲ್ಲಾಳೇಶ್ವರ ವಚನಗಳಲ್ಲಿ ಅರಿವಿನ ಬೆಳಕು: [106, 337, 434, 366]
article-body-cont: ಮುದ್ದೇಬಿಹಾಳ: ಇತ್ತೀಚಿನ ದಿನಗಳಲ್ಲಿ ಕುಲಕಸುಬು ಮಾಡುವವರನ್ನು ಸಮಾಜದಲ್ಲಿ ಕೀಳಾಗಿ ಕಾಣಲಾಗುತ್ತಿದೆ. ಸಣ್ಣ ಸಣ್ಣ ಸಮಾಜಗಳು ಸಂಘಟಿತರಾಗಬೇಕು ಎಂದು ಸಚಿವ ಆರ್. ಬಿ. ತಿಮ್ಮಾಪುರ ಹೇಳಿದರು. ತಾಲೂಕಿನ ಗುಂಡಿ ಗ್ರಾಮದಲ್ಲಿ ನಡೆದ ಅಪ್ಪಣ್ಣ ಜಯಂತಿ ಮತ್ತು ಸನ್ಮಾನ ಸಮಾರಂಭದಲ್ಲಿ ಮಾತನಾಡಿದರು. ಶಾಸಕ ಸಿ. ಎಸ್. ನಾಡಗೌಡ ಅಧ್ಯಕ್ಷತೆ ವಹಿಸಿದ್ದರು. ಸಮಾಜದ ಮುಖಂಡರು, ಸ್ವಾಮೀಜಿಗಳು ಸಾನ್ನಿಧ್ಯ ವಹಿಸಿದ್ದರು. ಶಿಕ್ಷಣ ಪಡೆದು ಸಮಾಜ ಮುಂದೆ ಬರಬೇಕು, ಸರ್ಕಾರದ ಸೌಲಭ್ಯಗಳನ್ನು ಪಡೆದುಕೊಳ್ಳಬೇಕು ಎಂದರು. ಅಪ್ಪಣ್ಣ ಶರಣರ ವಿಚಾರಧಾರೆ ಇಂದಿನ ಸಮಾಜಕ್ಕೆ ದಾರಿದೀಪವಾಗಿದೆ. ಕಾಂಗ್ರೆಸ್ ಮುಖಂಡ ಸಿ. ಬಿ. ಅಸ್ಕಿ, ಗುರುಲಿಂಗ ಸ್ವಾಮೀಜಿ, ಮಹಿಳೆಯರು ಭಾಗವಹಿಸಿದ್ದರು. ಈ ವೇಳೆ ಟ್ರಸ್ಟ್ ಗೌರವಾಧ್ಯಕ್ಷ ಸಿದ್ದರಾಮ ಇತರರು ಇದ್ದರು.: [680, 866, 808, 997]
article-photo: [680, 746, 938, 862]
kicker: ಗೊಲ್ಲಾಳೇಶ್ವರ ಜಯಂತಿ | ಸರಿಗಮಪ ಸೀಜನ್-೨೧ರ ವಿಜೇತೆ ಶಿವಾನಿ ಸ್ವಾಮಿಗೆ ಸನ್ಮಾನ: [80, 316, 460, 332]
issue-date: Tuesday 24 June 2025: [469, 3, 582, 18]
article-body: ಭಾರತ ವೈಭವ : ಸಂತೋಷ ಬಿಜಿ ಪಾಟೀಲ (೯೯೪೮೭೦೩೩೦೦) ಬೀದರ: ಮನೆಗೊಂದು ಮಹಿಳೆಯರಿದ್ದಲ್ಲಿ ನಾವೆಲ್ಲರೂ ಮನೆ, ಕಚೇರಿ, ಆಸ್ಪತ್ರೆ, ದೇವಸ್ಥಾನ, ಚರ್ಚ್ ಮುಂತಾದ ಸ್ಥಳಗಳಲ್ಲಿ ಸಸ್ಯಾರೋಪಣ ಮಾಡಿ ಪರಿಸರ ಉಳಿಸಬೇಕು ಎಂದು ಪೂಜ್ಯ ಚನ್ನವೀರ ಶಿವಾಚಾರ್ಯರು ಹೇಳಿದರು. ಅಖಿಲ ಭಾರತ ವಿಶ್ವವಿದ್ಯಾಲಯಗಳ ನೌಕರರ ಒಕ್ಕೂಟದ ವತಿಯಿಂದ ಆಯೋಜಿಸಿದ್ದ ಸಸ್ಯ ಸಂವರ್ಧನ ಕಾರ್ಯಕ್ರಮದಲ್ಲಿ ಮಾತನಾಡಿದರು. ಪರಿಸರ ಸಂರಕ್ಷಣೆ ನಮ್ಮೆಲ್ಲರ ಹೊಣೆಯಾಗಿದ್ದು, ಪ್ರತಿಯೊಬ್ಬರೂ ಒಂದು ಸಸಿ ನೆಟ್ಟು ಪೋಷಿಸಬೇಕು. ಸುಮಾರು ೧೦೦೦ ಸಸಿಗಳನ್ನು ವಿತರಿಸುವ ಯೋಜನೆ ಹಾಕಿಕೊಳ್ಳಲಾಗಿದೆ ಎಂದರು. ಬೀದರ ನಿಂದ ಬಂದ ಮಹಾಂತ ಸ್ವಾಮೀಜಿ, ಸಂತೋಷ ಚಿಟ್ಟಾ, ಸಾಗರ ಖಂಡ್ರೆ, ಗುರು ಹಾಗೂ ಮಹಿಳಾ ಸದಸ್ಯರು ಉಪಸ್ಥಿತರಿದ್ದರು.: [8, 700, 142, 831]
